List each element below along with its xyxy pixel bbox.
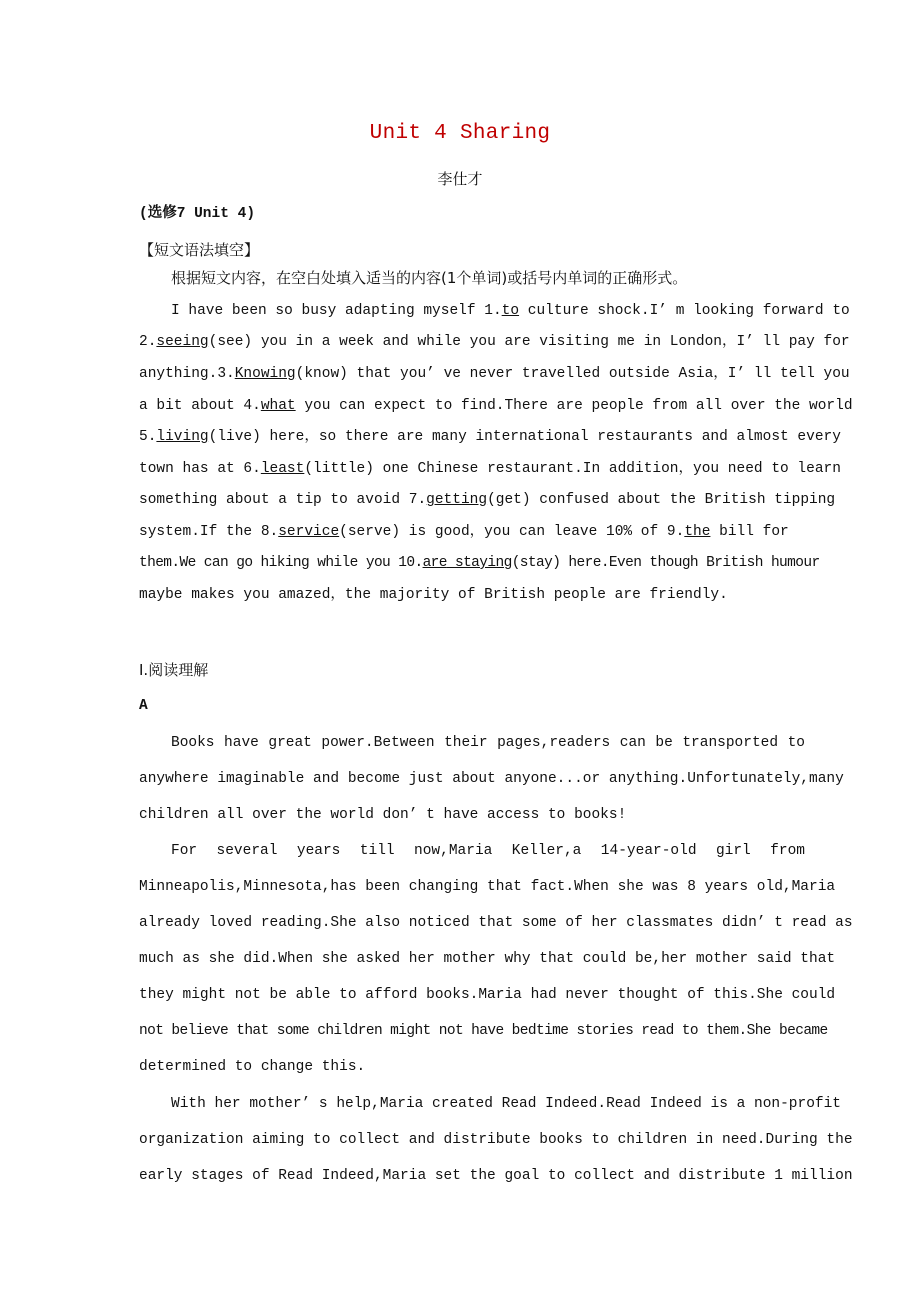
passage-line: Books have great power.Between their pages,readers can be transported to — [171, 735, 805, 751]
answer-1: to — [501, 303, 520, 319]
answer-6: least — [260, 461, 305, 477]
cloze-line-4: a bit about 4.what you can expect to find.There are people from all over the world — [139, 398, 853, 414]
cloze-line-9: them.We can go hiking while you 10.are staying(stay) here.Even though British humour — [139, 555, 820, 571]
passage-line: they might not be able to afford books.Maria had never thought of this.She could — [139, 987, 836, 1003]
cloze-instructions: 根据短文内容，在空白处填入适当的内容(1个单词)或括号内单词的正确形式。 — [171, 269, 688, 287]
cloze-line-7: something about a tip to avoid 7.getting(get) confused about the British tipping — [139, 492, 836, 508]
passage-line: not believe that some children might not have bedtime stories read to them.She became — [139, 1023, 828, 1039]
cloze-line-10: maybe makes you amazed，the majority of British people are friendly. — [139, 587, 728, 603]
cloze-line-5: 5.living(live) here，so there are many international restaurants and almost every — [139, 429, 841, 445]
passage-line: early stages of Read Indeed,Maria set the goal to collect and distribute 1 million — [139, 1168, 853, 1184]
passage-line: organization aiming to collect and distribute books to children in need.During the — [139, 1132, 853, 1148]
passage-line: With her mother’ s help,Maria created Read Indeed.Read Indeed is a non-profit — [171, 1096, 842, 1112]
answer-2: seeing — [156, 334, 209, 350]
answer-7: getting — [426, 492, 488, 508]
section-heading-reading: Ⅰ.阅读理解 — [139, 661, 209, 679]
author-name: 李仕才 — [437, 170, 483, 188]
passage-line: For several years till now,Maria Keller,a 14-year-old girl from — [171, 843, 805, 859]
source-label: (选修7 Unit 4) — [139, 206, 256, 222]
passage-line: determined to change this. — [139, 1059, 366, 1075]
passage-line: Minneapolis,Minnesota,has been changing that fact.When she was 8 years old,Maria — [139, 879, 836, 895]
passage-line: children all over the world don’ t have access to books! — [139, 807, 627, 823]
section-heading-cloze: 【短文语法填空】 — [139, 241, 260, 259]
answer-8: service — [278, 524, 340, 540]
cloze-line-8: system.If the 8.service(serve) is good，you can leave 10% of 9.the bill for — [139, 524, 789, 540]
passage-line: anywhere imaginable and become just about anyone...or anything.Unfortunately,many — [139, 771, 844, 787]
answer-10a: are — [422, 555, 447, 571]
answer-5: living — [156, 429, 209, 445]
answer-4: what — [260, 398, 296, 414]
cloze-line-6: town has at 6.least(little) one Chinese restaurant.In addition，you need to learn — [139, 461, 841, 477]
passage-line: already loved reading.She also noticed that some of her classmates didn’ t read as — [139, 915, 853, 931]
passage-line: much as she did.When she asked her mother why that could be,her mother said that — [139, 951, 836, 967]
answer-9: the — [684, 524, 711, 540]
page-title: Unit 4 Sharing — [369, 122, 551, 145]
answer-10b: staying — [454, 555, 512, 571]
answer-3: Knowing — [234, 366, 296, 382]
passage-label: A — [139, 698, 148, 714]
cloze-line-3: anything.3.Knowing(know) that you’ ve never travelled outside Asia，I’ ll tell you — [139, 366, 850, 382]
cloze-line-1: I have been so busy adapting myself 1.to culture shock.I’ m looking forward to — [171, 303, 850, 319]
cloze-line-2: 2.seeing(see) you in a week and while you are visiting me in London，I’ ll pay for — [139, 334, 850, 350]
